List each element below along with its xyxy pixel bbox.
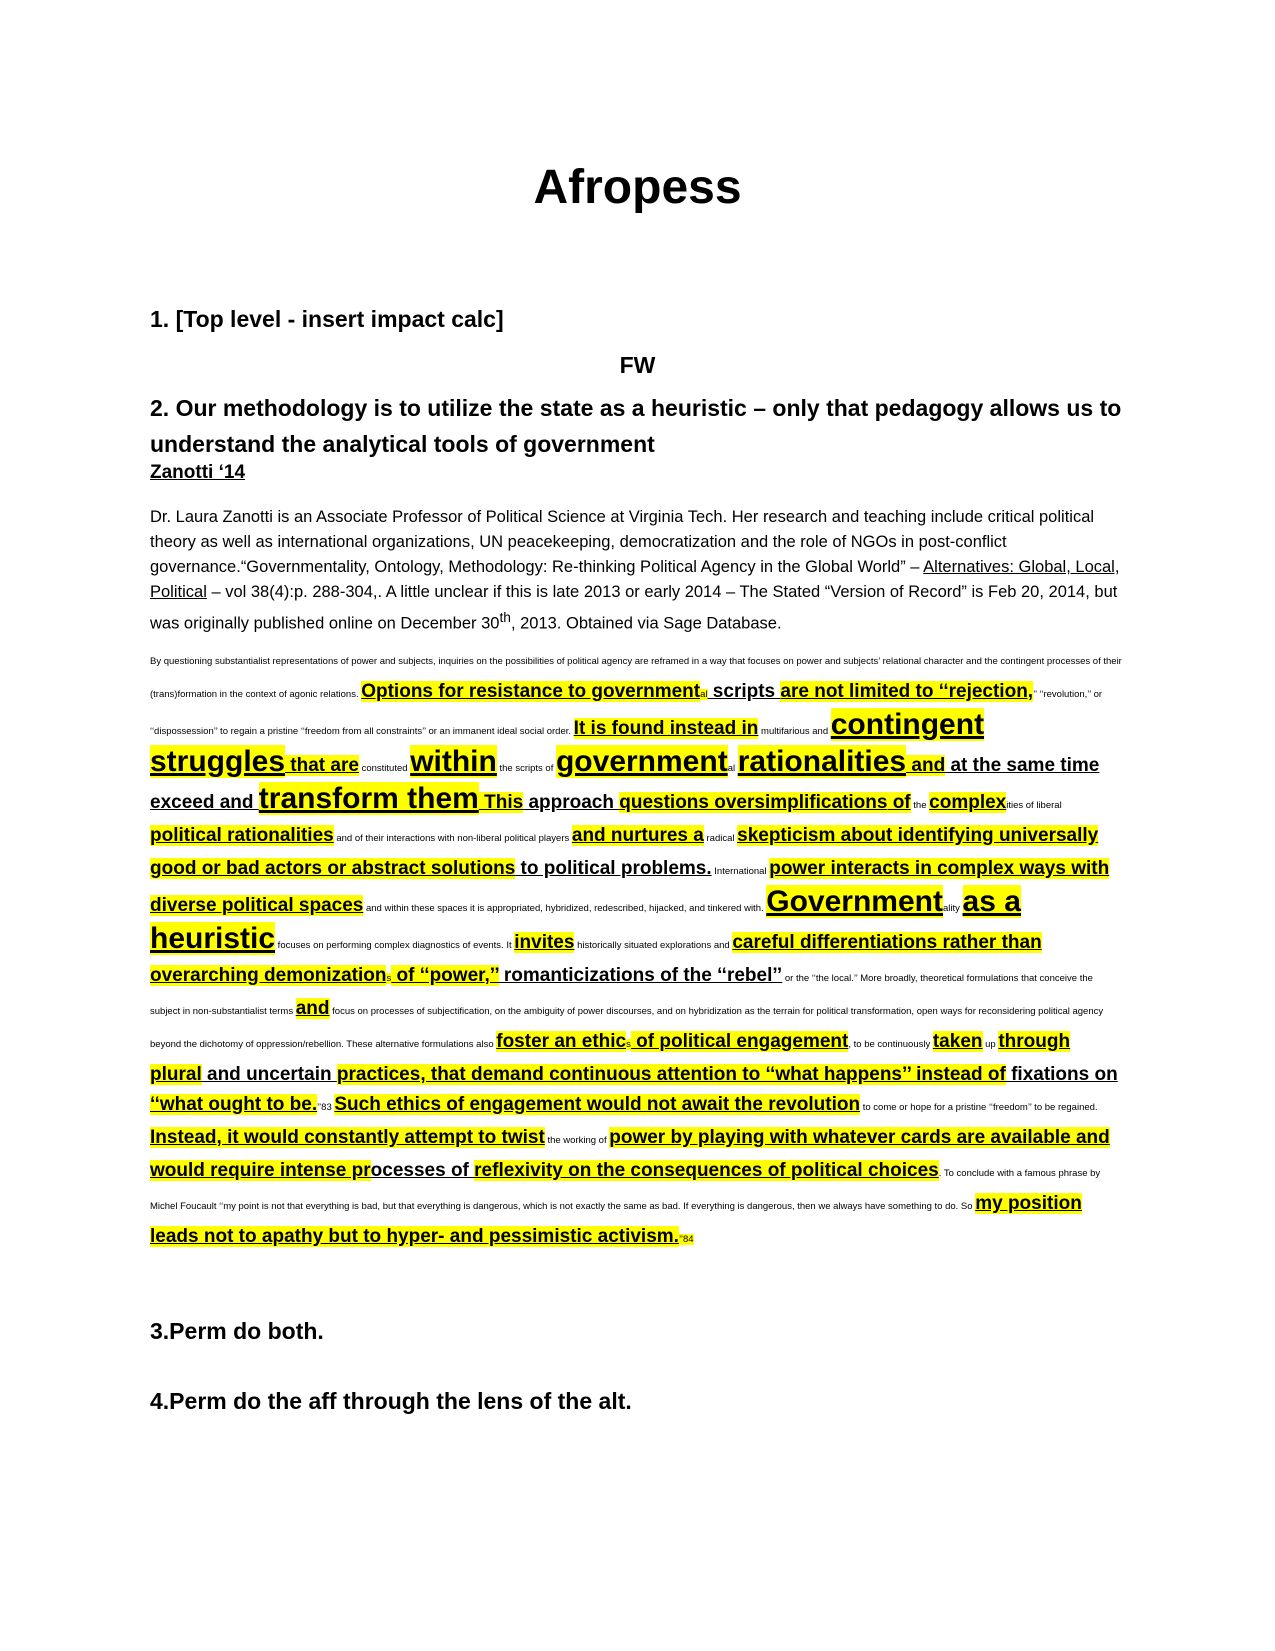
heading-top-level: 1. [Top level - insert impact calc] (150, 306, 504, 332)
card-highlight: and nurtures (571, 825, 688, 846)
card-text: focus on processes of subjectification, on the ambiguity of power discourses, and on hybridization as the terrain for political transformation, open ways for reconsidering political agency beyond the dichotomy of oppression/rebellion. These alternative formulations also (150, 1006, 1104, 1050)
card-underline: to political problems. (515, 858, 712, 879)
card-text: ’’83 (317, 1102, 335, 1113)
card-highlight-emphasis: contingent struggles (150, 708, 985, 778)
card-text: ities of liberal (1006, 800, 1062, 811)
card-highlight: reflexivity on the consequences of political choices (474, 1160, 939, 1181)
card-text: to come or hope for a pristine ‘‘freedom’’ to be regained. (860, 1102, 1098, 1113)
card-highlight: This (478, 792, 524, 813)
card-highlight: my position leads not to apathy but to hyper- and pessimistic activism. (150, 1193, 1082, 1247)
card-highlight: Instead, it would constantly attempt to twist (150, 1127, 545, 1148)
card-text: . To conclude with a famous phrase by Michel Foucault ‘‘my point is not that everything is bad, but that everything is dangerous, which is not exactly the same as bad. If everything is dangerous, then we always have something to do. So (150, 1168, 1101, 1212)
card-text: the scripts of (496, 763, 556, 774)
card-highlight: taken (932, 1031, 983, 1052)
card-text: al (727, 763, 738, 774)
card-text: multifarious and (758, 726, 831, 737)
card-body (150, 644, 1125, 1255)
heading-fw: FW (619, 352, 656, 378)
card-underline: approach (523, 792, 620, 813)
card-underline: scripts (707, 681, 781, 702)
heading-perm-both: 3.Perm do both. (150, 1318, 324, 1344)
card-text: ’’ ‘‘revolution,’’ or ‘‘dispossession’’ to regain a pristine ‘‘freedom from all constraints’’ or an immanent ideal social order. (150, 689, 1103, 737)
card-text: ’’84 (678, 1234, 694, 1245)
citation-journal: Alternatives: Global, Local, Political (150, 558, 1120, 601)
citation (150, 505, 1125, 637)
card-text: , to be continuously (848, 1039, 933, 1050)
card-tag: 2. Our methodology is to utilize the state as a heuristic – only that pedagogy allows us to understand the analytical tools of government (150, 395, 1122, 457)
card-highlight: of political engagement (630, 1031, 849, 1052)
card-highlight-emphasis: transform them (258, 782, 479, 815)
card-text: constituted (358, 763, 411, 774)
card-underline: fixations on (1005, 1064, 1118, 1085)
cite-author: Zanotti ‘14 (150, 462, 246, 483)
card-text: up (982, 1039, 999, 1050)
card-text: By questioning substantialist representations of power and subjects, inquiries on the possibilities of political agency are reframed in a way that focuses on power and subjects’ relational character and the contingent processes of their (trans)formation in the context of agonic relations. (150, 656, 1122, 700)
card-highlight: Options for resistance to government (361, 681, 701, 702)
card-highlight-emphasis: as a heuristic (150, 885, 1021, 955)
card-highlight: It is found instead in (573, 718, 759, 739)
citation-text: Dr. Laura Zanotti is an Associate Professor of Political Science at Virginia Tech. Her research and teaching include critical political theory as well as international organizations, UN peacekeeping, democratization and the role of NGOs in post-conflict governance.“Governmentality, Ontology, Methodology: Re-thinking Political Agency in the Global World” – (150, 508, 1095, 576)
card-highlight: political rationalities (150, 825, 334, 846)
card-text: the working of (544, 1135, 610, 1146)
card-text: radical (703, 833, 738, 844)
card-underline: ocesses of (370, 1160, 475, 1181)
card-highlight: invites (514, 932, 575, 953)
card-highlight-emphasis: Government (766, 885, 943, 918)
card-highlight: complex (929, 792, 1007, 813)
card-highlight: Such ethics of engagement would not await the revolution (334, 1094, 861, 1115)
card-underline: and uncertain (201, 1064, 337, 1085)
card-highlight: of (887, 792, 911, 813)
card-highlight: and (295, 998, 330, 1019)
card-text: and within these spaces it is appropriated, hybridized, redescribed, hijacked, and tinkered with. (363, 903, 767, 914)
citation-text: , 2013. Obtained via Sage Database. (510, 614, 782, 633)
card-highlight: power interacts in complex ways with diverse political spaces (150, 858, 1110, 916)
card-highlight: of ‘‘power,’’ (391, 965, 499, 986)
card-text: and of their interactions with non-liberal political players (333, 833, 572, 844)
card-highlight: through plural (150, 1031, 1071, 1085)
card-highlight: questions oversimplifications (619, 792, 888, 813)
card-text: ality (942, 903, 963, 914)
card-underline: romanticizations of the ‘‘rebel’’ (498, 965, 783, 986)
card-text: historically situated explorations and (574, 940, 733, 951)
card-underline: at the same time exceed and (150, 755, 1100, 813)
document-title: Afropess (533, 161, 742, 214)
card-highlight: a (688, 825, 704, 846)
card-highlight-emphasis: rationalities (737, 745, 907, 778)
card-text: International (711, 866, 770, 877)
card-highlight: foster an ethic (496, 1031, 627, 1052)
heading-perm-lens: 4.Perm do the aff through the lens of the alt. (150, 1388, 632, 1414)
card-text: al (700, 689, 708, 700)
card-highlight: practices, that demand continuous attention to ‘‘what happens’’ instead of (336, 1064, 1006, 1085)
citation-text: – vol 38(4):p. 288-304,. A little unclear if this is late 2013 or early 2014 – The Stated “Version of Record” is Feb 20, 2014, but was originally published online on December 30 (150, 583, 1118, 633)
card-text: or the ‘‘the local.’’ More broadly, theoretical formulations that conceive the subject in non-substantialist terms (150, 973, 1093, 1017)
card-highlight: skepticism about identifying universally good or bad actors or abstract solutions (150, 825, 1099, 879)
card-text: s (626, 1039, 631, 1050)
card-highlight: ‘‘what ought to be. (150, 1094, 318, 1115)
card-text: focuses on performing complex diagnostics of events. It (275, 940, 515, 951)
card-highlight-emphasis: within (410, 745, 497, 778)
card-highlight: and (906, 755, 946, 776)
card-highlight: that are (285, 755, 359, 776)
card-highlight: careful differentiations rather than overarching demonization (150, 932, 1042, 986)
citation-superscript: th (499, 610, 511, 625)
card-text: s (386, 973, 392, 984)
card-highlight-emphasis: government (555, 745, 728, 778)
card-highlight: power by playing with whatever cards are available (609, 1127, 1071, 1148)
card-highlight: are not limited to ‘‘rejection, (780, 681, 1034, 702)
card-text: the (910, 800, 930, 811)
card-highlight: and would require intense pr (150, 1127, 1110, 1181)
